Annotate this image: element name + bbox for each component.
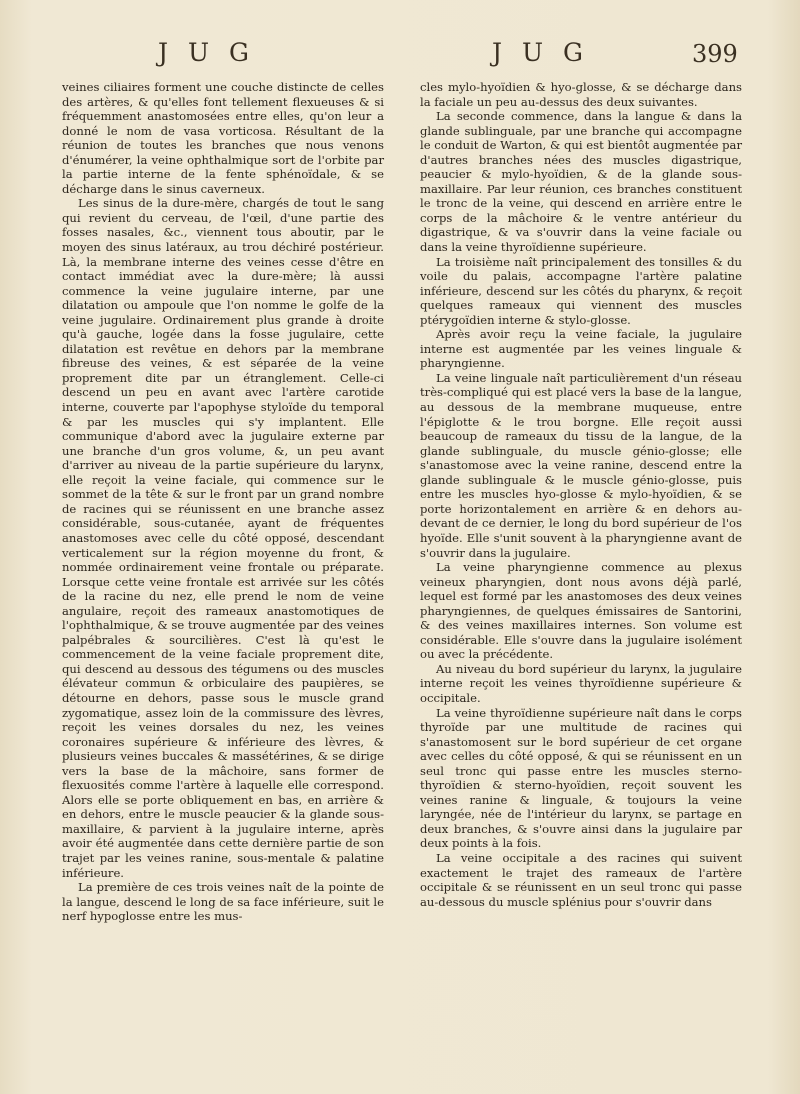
left-text-column [62, 80, 384, 924]
paragraph: La première de ces trois veines naît de la pointe de la langue, descend le long de sa face inférieure, suit le nerf hypoglosse entre les mus- [62, 880, 384, 924]
running-title-left: J U G [158, 38, 255, 67]
running-header [0, 38, 800, 78]
paragraph: veines ciliaires forment une couche distincte de celles des artères, & qu'elles font tellement flexueuses & si fréquemment anastomosées entre elles, qu'on leur a donné le nom de vasa vorticosa. Résultant de la réunion de toutes les branches que nous venons d'énumérer, la veine ophthalmique sort de l'orbite par la partie interne de la fente sphénoïdale, & se décharge dans le sinus caverneux. [62, 80, 384, 196]
paragraph: La veine linguale naît particulièrement d'un réseau très-compliqué qui est placé vers la base de la langue, au dessous de la membrane muqueuse, entre l'épiglotte & le trou borgne. Elle reçoit aussi beaucoup de rameaux du tissu de la langue, de la glande sublinguale, du muscle génio-glosse; elle s'anastomose avec la veine ranine, descend entre la glande sublinguale & le muscle génio-glosse, puis entre les muscles hyo-glosse & mylo-hyoïdien, & se porte horizontalement en arrière & en dehors au-devant de ce dernier, le long du bord supérieur de l'os hyoïde. Elle s'unit souvent à la pharyngienne avant de s'ouvrir dans la jugulaire. [420, 370, 742, 560]
paragraph: Les sinus de la dure-mère, chargés de tout le sang qui revient du cerveau, de l'œil, d'une partie des fosses nasales, &c., viennent tous aboutir, par le moyen des sinus latéraux, au trou déchiré postérieur. Là, la membrane interne des veines cesse d'être en contact immédiat avec la dure-mère; là aussi commence la veine jugulaire interne, par une dilatation ou ampoule que l'on nomme le golfe de la veine jugulaire. Ordinairement plus grande à droite qu'à gauche, logée dans la fosse jugulaire, cette dilatation est revêtue en dehors par la membrane fibreuse des veines, & est séparée de la veine proprement dite par un étranglement. Celle-ci descend un peu en avant avec l'artère carotide interne, couverte par l'apophyse styloïde du temporal & par les muscles qui s'y implantent. Elle communique d'abord avec la jugulaire externe par une branche d'un gros volume, &, un peu avant d'arriver au niveau de la partie supérieure du larynx, elle reçoit la veine faciale, qui commence sur le sommet de la tête & sur le front par un grand nombre de racines qui se réunissent en une branche assez considérable, sous-cutanée, ayant de fréquentes anastomoses avec celle du côté opposé, descendant verticalement sur la région moyenne du front, & nommée ordinairement veine frontale ou préparate. Lorsque cette veine frontale est arrivée sur les côtés de la racine du nez, elle prend le nom de veine angulaire, reçoit des rameaux anastomotiques de l'ophthalmique, & se trouve augmentée par des veines palpébrales & sourcilières. C'est là qu'est le commencement de la veine faciale proprement dite, qui descend au dessous des tégumens ou des muscles élévateur commun & orbiculaire des paupières, se détourne en dehors, passe sous le muscle grand zygomatique, assez loin de la commissure des lèvres, reçoit les veines dorsales du nez, les veines coronaires supérieure & inférieure des lèvres, & plusieurs veines buccales & massétérines, & se dirige vers la base de la mâchoire, sans former de flexuosités comme l'artère à laquelle elle correspond. Alors elle se porte obliquement en bas, en arrière & en dehors, entre le muscle peaucier & la glande sous-maxillaire, & parvient à la jugulaire interne, après avoir été augmentée dans cette dernière partie de son trajet par les veines ranine, sous-mentale & palatine inférieure. [62, 196, 384, 880]
paragraph: La troisième naît principalement des tonsilles & du voile du palais, accompagne l'artère palatine inférieure, descend sur les côtés du pharynx, & reçoit quelques rameaux qui viennent des muscles ptérygoïdien interne & stylo-glosse. [420, 254, 742, 327]
right-text-column [420, 80, 742, 909]
page-number: 399 [692, 40, 738, 68]
paragraph: Après avoir reçu la veine faciale, la jugulaire interne est augmentée par les veines linguale & pharyngienne. [420, 327, 742, 371]
paragraph: Au niveau du bord supérieur du larynx, la jugulaire interne reçoit les veines thyroïdienne supérieure & occipitale. [420, 661, 742, 705]
paragraph: La veine occipitale a des racines qui suivent exactement le trajet des rameaux de l'artère occipitale & se réunissent en un seul tronc qui passe au-dessous du muscle splénius pour s'ouvrir dans [420, 850, 742, 909]
paragraph: La veine pharyngienne commence au plexus veineux pharyngien, dont nous avons déjà parlé, lequel est formé par les anastomoses des deux veines pharyngiennes, de quelques émissaires de Santorini, & des veines maxillaires internes. Son volume est considérable. Elle s'ouvre dans la jugulaire isolément ou avec la précédente. [420, 560, 742, 662]
paragraph: La veine thyroïdienne supérieure naît dans le corps thyroïde par une multitude de racines qui s'anastomosent sur le bord supérieur de cet organe avec celles du côté opposé, & qui se réunissent en un seul tronc qui passe entre les muscles sterno-thyroïdien & sterno-hyoïdien, reçoit souvent les veines ranine & linguale, & toujours la veine laryngée, née de l'intérieur du larynx, se partage en deux branches, & s'ouvre ainsi dans la jugulaire par deux points à la fois. [420, 705, 742, 851]
paragraph: cles mylo-hyoïdien & hyo-glosse, & se décharge dans la faciale un peu au-dessus des deux suivantes. [420, 80, 742, 109]
paragraph: La seconde commence, dans la langue & dans la glande sublinguale, par une branche qui accompagne le conduit de Warton, & qui est bientôt augmentée par d'autres branches nées des muscles digastrique, peaucier & mylo-hyoïdien, & de la glande sous-maxillaire. Par leur réunion, ces branches constituent le tronc de la veine, qui descend en arrière entre le corps de la mâchoire & le ventre antérieur du digastrique, & va s'ouvrir dans la veine faciale ou dans la veine thyroïdienne supérieure. [420, 109, 742, 255]
running-title-right: J U G [492, 38, 589, 67]
